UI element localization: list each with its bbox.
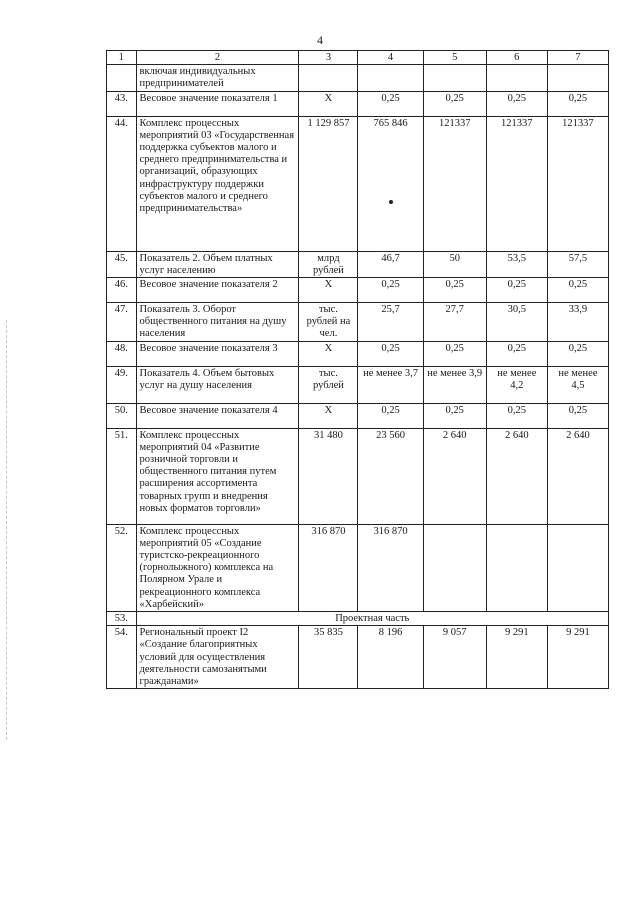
row-name: Весовое значение показателя 3 [136, 341, 299, 366]
row-value-col4: 316 870 [358, 524, 423, 611]
row-value-col6: 121337 [486, 116, 547, 251]
row-name: Весовое значение показателя 2 [136, 278, 299, 303]
row-value-col7: 0,25 [547, 278, 608, 303]
row-unit-or-total: тыс. рублей [299, 366, 358, 403]
row-value-col6: 0,25 [486, 91, 547, 116]
row-value-col4: 25,7 [358, 303, 423, 342]
indicators-table [106, 50, 609, 689]
row-value-col4: 23 560 [358, 428, 423, 524]
row-number: 53. [107, 612, 137, 626]
table-row [107, 251, 609, 277]
page-number: 4 [317, 33, 323, 47]
header-cell-4: 4 [358, 51, 423, 65]
row-unit-or-total [299, 65, 358, 91]
row-value-col4: 0,25 [358, 278, 423, 303]
row-name: Показатель 3. Оборот общественного питания на душу населения [136, 303, 299, 342]
row-number: 46. [107, 278, 137, 303]
table-row [107, 65, 609, 91]
header-cell-1: 1 [107, 51, 137, 65]
row-number: 44. [107, 116, 137, 251]
row-name: Показатель 4. Объем бытовых услуг на душу населения [136, 366, 299, 403]
row-name: Весовое значение показателя 1 [136, 91, 299, 116]
row-number: 48. [107, 341, 137, 366]
header-cell-3: 3 [299, 51, 358, 65]
row-unit-or-total: млрд рублей [299, 251, 358, 277]
row-value-col6: 0,25 [486, 278, 547, 303]
row-number: 47. [107, 303, 137, 342]
row-value-col7: 121337 [547, 116, 608, 251]
table-row [107, 116, 609, 251]
row-name: Комплекс процессных мероприятий 04 «Развитие розничной торговли и общественного питания путем расширения ассортимента товарных групп и внедрения новых форматов торговли» [136, 428, 299, 524]
row-value-col6: 30,5 [486, 303, 547, 342]
row-value-col5: 50 [423, 251, 486, 277]
table-row [107, 278, 609, 303]
row-value-col6 [486, 65, 547, 91]
row-value-col5: 2 640 [423, 428, 486, 524]
row-number [107, 65, 137, 91]
row-value-col5: 121337 [423, 116, 486, 251]
row-name: Весовое значение показателя 4 [136, 403, 299, 428]
row-number: 54. [107, 626, 137, 689]
row-number: 49. [107, 366, 137, 403]
row-value-col5 [423, 65, 486, 91]
row-value-col6 [486, 524, 547, 611]
section-title: Проектная часть [136, 612, 608, 626]
row-name: Показатель 2. Объем платных услуг населению [136, 251, 299, 277]
header-row [107, 51, 609, 65]
row-unit-or-total: Х [299, 403, 358, 428]
row-unit-or-total: Х [299, 341, 358, 366]
table-row [107, 366, 609, 403]
row-value-col6: 9 291 [486, 626, 547, 689]
header-cell-5: 5 [423, 51, 486, 65]
row-value-col5: 0,25 [423, 91, 486, 116]
section-row [107, 612, 609, 626]
row-value-col7 [547, 65, 608, 91]
row-number: 43. [107, 91, 137, 116]
row-value-col7: 2 640 [547, 428, 608, 524]
table-row [107, 341, 609, 366]
row-value-col7: 0,25 [547, 91, 608, 116]
header-cell-6: 6 [486, 51, 547, 65]
row-unit-or-total: 31 480 [299, 428, 358, 524]
row-value-col5: 0,25 [423, 278, 486, 303]
row-value-col5: 27,7 [423, 303, 486, 342]
stray-dot-mark [389, 200, 393, 204]
row-unit-or-total: 35 835 [299, 626, 358, 689]
row-value-col6: не менее 4,2 [486, 366, 547, 403]
row-name: Комплекс процессных мероприятий 03 «Государственная поддержка субъектов малого и среднего предпринимательства и организаций, образующих инфраструктуру поддержки субъектов малого и среднего предпринимательства» [136, 116, 299, 251]
row-value-col7: 0,25 [547, 341, 608, 366]
row-name: Региональный проект I2 «Создание благоприятных условий для осуществления деятельности самозанятыми гражданами» [136, 626, 299, 689]
row-value-col7: 0,25 [547, 403, 608, 428]
row-value-col4 [358, 65, 423, 91]
scan-edge-artifact [6, 320, 8, 740]
row-number: 45. [107, 251, 137, 277]
row-value-col6: 2 640 [486, 428, 547, 524]
row-value-col4: 8 196 [358, 626, 423, 689]
row-value-col4-text: 765 846 [373, 117, 408, 129]
row-value-col4: 0,25 [358, 91, 423, 116]
row-value-col6: 0,25 [486, 341, 547, 366]
row-unit-or-total: Х [299, 278, 358, 303]
row-number: 52. [107, 524, 137, 611]
row-unit-or-total: тыс. рублей на чел. [299, 303, 358, 342]
row-value-col4: 0,25 [358, 341, 423, 366]
row-value-col7: 57,5 [547, 251, 608, 277]
row-value-col5: 0,25 [423, 341, 486, 366]
row-value-col4: не менее 3,7 [358, 366, 423, 403]
table-row [107, 626, 609, 689]
row-value-col4: 0,25 [358, 403, 423, 428]
row-value-col7 [547, 524, 608, 611]
row-name: включая индивидуальных предпринимателей [136, 65, 299, 91]
row-value-col6: 53,5 [486, 251, 547, 277]
row-value-col6: 0,25 [486, 403, 547, 428]
table-row [107, 91, 609, 116]
row-value-col5: не менее 3,9 [423, 366, 486, 403]
row-unit-or-total: 1 129 857 [299, 116, 358, 251]
row-value-col5: 0,25 [423, 403, 486, 428]
row-unit-or-total: 316 870 [299, 524, 358, 611]
row-value-col7: 9 291 [547, 626, 608, 689]
table-row [107, 403, 609, 428]
row-number: 50. [107, 403, 137, 428]
row-value-col7: не менее 4,5 [547, 366, 608, 403]
header-cell-7: 7 [547, 51, 608, 65]
row-value-col5 [423, 524, 486, 611]
header-cell-2: 2 [136, 51, 299, 65]
row-value-col4 [358, 116, 423, 251]
row-value-col5: 9 057 [423, 626, 486, 689]
table-row [107, 428, 609, 524]
row-value-col7: 33,9 [547, 303, 608, 342]
table-row [107, 303, 609, 342]
table-row [107, 524, 609, 611]
row-name: Комплекс процессных мероприятий 05 «Создание туристско-рекреационного (горнолыжного) комплекса на Полярном Урале и рекреационного комплекса «Харбейский» [136, 524, 299, 611]
row-unit-or-total: Х [299, 91, 358, 116]
row-value-col4: 46,7 [358, 251, 423, 277]
row-number: 51. [107, 428, 137, 524]
